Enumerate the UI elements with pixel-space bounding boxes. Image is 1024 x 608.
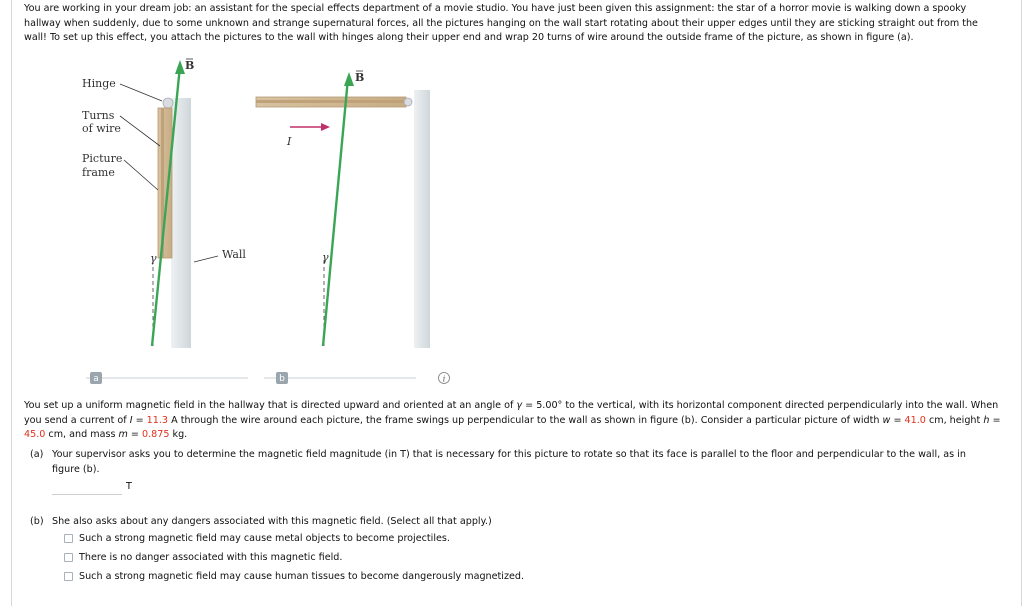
label-wall: Wall <box>222 248 246 261</box>
answer-input[interactable] <box>52 478 122 495</box>
turns-leader <box>120 116 160 146</box>
figure-svg <box>76 48 466 400</box>
part-b-label: (b) <box>30 516 44 527</box>
label-frame: frame <box>82 166 115 179</box>
width-symbol: w <box>882 414 891 426</box>
setup-text: = 5.00° to the vertical, with its horizontal component directed perpendicularly into the wall. When you send a current of <box>24 400 999 426</box>
gamma-symbol: γ <box>516 400 523 411</box>
option-checkbox[interactable] <box>64 572 73 581</box>
current-symbol: I <box>129 414 133 426</box>
option-checkbox[interactable] <box>64 553 73 562</box>
physics-figure <box>76 48 466 400</box>
setup-text: = <box>127 429 143 440</box>
label-of-wire: of wire <box>82 122 121 135</box>
label-hinge: Hinge <box>82 77 116 90</box>
label-gamma-a: γ <box>150 252 157 265</box>
info-icon-glyph: i <box>442 374 446 384</box>
option-label: Such a strong magnetic field may cause human tissues to become dangerously magnetized. <box>79 571 525 582</box>
setup-text: cm, height <box>925 414 984 426</box>
part-a-label: (a) <box>30 449 44 460</box>
frame-leader <box>124 160 158 190</box>
setup-text: kg. <box>169 429 188 440</box>
wall-b <box>414 90 430 348</box>
hinge <box>163 98 173 108</box>
setup-paragraph <box>24 399 1004 443</box>
panel-a-label: a <box>93 374 99 384</box>
hinge-leader <box>120 84 162 101</box>
option-label: There is no danger associated with this magnetic field. <box>79 552 343 563</box>
height-value: 45.0 <box>24 429 46 440</box>
field-arrow-a <box>175 60 185 74</box>
label-turns: Turns <box>82 109 115 122</box>
current-arrow-head <box>321 123 330 131</box>
picture-frame-a <box>158 108 172 258</box>
part-b-question: She also asks about any dangers associated with this magnetic field. (Select all that apply.) <box>52 516 492 527</box>
label-field-a: B <box>185 59 195 72</box>
setup-text: = <box>132 414 147 426</box>
field-line-b <box>323 78 348 346</box>
label-field-b: B <box>355 71 365 84</box>
option-no-danger[interactable] <box>64 552 342 563</box>
panel-b-label: b <box>279 374 285 384</box>
setup-text: = <box>890 414 905 426</box>
setup-text: = <box>989 414 1001 426</box>
intro-paragraph: You are working in your dream job: an assistant for the special effects department of a movie studio. You have just been given this assignment: the star of a horror movie is walking down a spooky hallway when suddenly, due to some unknown and strange supernatural forces, all the pictures hanging on the wall start rotating about their upper edges until they are sticking straight out from the wall! To set up this effect, you attach the pictures to the wall with hinges along their upper end and wrap 20 turns of wire around the outside frame of the picture, as shown in figure (a). <box>24 3 978 43</box>
answer-unit: T <box>126 481 132 492</box>
mass-value: 0.875 <box>142 429 170 440</box>
label-picture: Picture <box>82 152 123 165</box>
label-current: I <box>287 135 292 148</box>
label-gamma-b: γ <box>322 251 329 264</box>
height-symbol: h <box>983 414 990 426</box>
option-checkbox[interactable] <box>64 534 73 543</box>
mass-symbol: m <box>118 429 128 440</box>
setup-text: You set up a uniform magnetic field in the hallway that is directed upward and oriented at an angle of <box>24 400 517 411</box>
wall-leader <box>194 256 218 262</box>
setup-text: A through the wire around each picture, the frame swings up perpendicular to the wall as shown in figure (b). Consider a particular picture of width <box>168 414 883 426</box>
wire-turns-b <box>256 100 406 103</box>
setup-text: cm, and mass <box>45 429 119 440</box>
width-value: 41.0 <box>904 414 926 426</box>
option-tissue-magnetized[interactable] <box>64 571 524 582</box>
option-label: Such a strong magnetic field may cause metal objects to become projectiles. <box>79 533 450 544</box>
hinge-b <box>404 98 412 106</box>
part-a-question: Your supervisor asks you to determine the magnetic field magnitude (in T) that is necessary for this picture to rotate so that its face is parallel to the floor and perpendicular to the wall, as in figure (b). <box>52 449 966 475</box>
current-value: 11.3 <box>146 414 169 426</box>
option-projectiles[interactable] <box>64 533 450 544</box>
field-arrow-b <box>344 72 354 86</box>
